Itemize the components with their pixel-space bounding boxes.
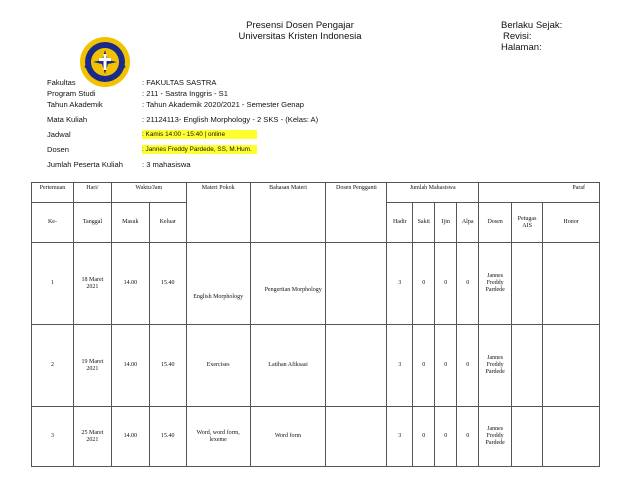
- info-label-fakultas: Fakultas: [47, 78, 76, 87]
- cell-bahasan: Pengertian Morphology: [250, 243, 326, 325]
- info-value-program-studi: : 211 - Sastra Inggris - S1: [142, 89, 228, 98]
- cell-materi-pokok: English Morphology: [186, 243, 250, 325]
- header-honor: Honor: [543, 203, 600, 243]
- cell-dosen: Jannes Freddy Pardede: [479, 325, 512, 407]
- revisi: Revisi:: [503, 31, 532, 42]
- cell-keluar: 15.40: [149, 325, 186, 407]
- berlaku-sejak: Berlaku Sejak:: [501, 20, 563, 31]
- cell-dosen: Jannes Freddy Pardede: [479, 243, 512, 325]
- cell-masuk: 14.00: [111, 407, 149, 467]
- cell-keluar: 15.40: [149, 407, 186, 467]
- cell-bahasan: Latihan Afiksasi: [250, 325, 326, 407]
- document-title: [200, 20, 400, 42]
- cell-bahasan: Word form: [250, 407, 326, 467]
- cell-masuk: 14.00: [111, 325, 149, 407]
- header-alpa: Alpa: [457, 203, 479, 243]
- info-value-jadwal: : Kamis 14:00 - 15:40 | online: [142, 130, 257, 139]
- document-meta: [501, 20, 562, 53]
- header-petugas-ais: Petugas AIS: [512, 203, 543, 243]
- cell-petugas-ais: [512, 243, 543, 325]
- cell-hadir: 3: [387, 325, 413, 407]
- info-value-dosen: : Jannes Freddy Pardede, SS, M.Hum.: [142, 145, 257, 154]
- cell-masuk: 14.00: [111, 243, 149, 325]
- header-pertemuan: Pertemuan: [32, 183, 74, 203]
- cell-honor: [543, 407, 600, 467]
- cell-dosen-pengganti: [326, 407, 387, 467]
- cell-tanggal: 18 Maret 2021: [73, 243, 111, 325]
- table-header-row-1: [32, 183, 600, 203]
- header-sakit: Sakit: [413, 203, 435, 243]
- header-dosen: Dosen: [479, 203, 512, 243]
- university-logo-icon: [79, 36, 131, 88]
- cell-ijin: 0: [435, 243, 457, 325]
- header-masuk: Masuk: [111, 203, 149, 243]
- halaman: Halaman:: [501, 42, 542, 53]
- header-tanggal: Tanggal: [73, 203, 111, 243]
- header-keluar: Keluar: [149, 203, 186, 243]
- cell-sakit: 0: [413, 243, 435, 325]
- cell-keluar: 15.40: [149, 243, 186, 325]
- cell-sakit: 0: [413, 407, 435, 467]
- header-hari: Hari/: [73, 183, 111, 203]
- info-label-mata-kuliah: Mata Kuliah: [47, 115, 88, 124]
- info-value-jumlah-peserta: : 3 mahasiswa: [142, 160, 191, 169]
- table-row: [32, 243, 600, 325]
- info-value-tahun-akademik: : Tahun Akademik 2020/2021 - Semester Genap: [142, 100, 304, 109]
- cell-alpa: 0: [457, 325, 479, 407]
- header-ijin: Ijin: [435, 203, 457, 243]
- cell-hadir: 3: [387, 243, 413, 325]
- info-label-jadwal: Jadwal: [47, 130, 71, 139]
- cell-ke: 2: [32, 325, 74, 407]
- info-label-program-studi: Program Studi: [47, 89, 96, 98]
- cell-ke: 1: [32, 243, 74, 325]
- info-label-jumlah-peserta: Jumlah Peserta Kuliah: [47, 160, 123, 169]
- cell-tanggal: 25 Maret 2021: [73, 407, 111, 467]
- cell-alpa: 0: [457, 407, 479, 467]
- header-dosen-pengganti: Dosen Pengganti: [326, 183, 387, 243]
- header-ke: Ke-: [32, 203, 74, 243]
- cell-honor: [543, 243, 600, 325]
- info-value-fakultas: : FAKULTAS SASTRA: [142, 78, 217, 87]
- attendance-table: [31, 182, 600, 467]
- cell-dosen-pengganti: [326, 325, 387, 407]
- info-label-dosen: Dosen: [47, 145, 69, 154]
- cell-dosen-pengganti: [326, 243, 387, 325]
- cell-hadir: 3: [387, 407, 413, 467]
- cell-materi-pokok: Word, word form, lexeme: [186, 407, 250, 467]
- header-paraf: Paraf: [479, 183, 600, 203]
- header-jumlah-mahasiswa: Jumlah Mahasiswa: [387, 183, 479, 203]
- cell-sakit: 0: [413, 325, 435, 407]
- info-label-tahun-akademik: Tahun Akademik: [47, 100, 103, 109]
- cell-petugas-ais: [512, 325, 543, 407]
- cell-dosen: Jannes Freddy Pardede: [479, 407, 512, 467]
- cell-ijin: 0: [435, 407, 457, 467]
- header-hadir: Hadir: [387, 203, 413, 243]
- title-line-1: Presensi Dosen Pengajar: [246, 20, 354, 31]
- title-line-2: Universitas Kristen Indonesia: [238, 31, 362, 42]
- cell-ijin: 0: [435, 325, 457, 407]
- cell-tanggal: 19 Maret 2021: [73, 325, 111, 407]
- header-materi-pokok: Materi Pokok: [186, 183, 250, 243]
- cell-ke: 3: [32, 407, 74, 467]
- cell-materi-pokok: Exercises: [186, 325, 250, 407]
- table-row: [32, 407, 600, 467]
- cell-alpa: 0: [457, 243, 479, 325]
- table-row: [32, 325, 600, 407]
- cell-petugas-ais: [512, 407, 543, 467]
- info-value-mata-kuliah: : 21124113- English Morphology - 2 SKS - (Kelas: A): [142, 115, 319, 124]
- header-bahasan-materi: Bahasan Materi: [250, 183, 326, 243]
- header-waktu: Waktu/Jam: [111, 183, 186, 203]
- cell-honor: [543, 325, 600, 407]
